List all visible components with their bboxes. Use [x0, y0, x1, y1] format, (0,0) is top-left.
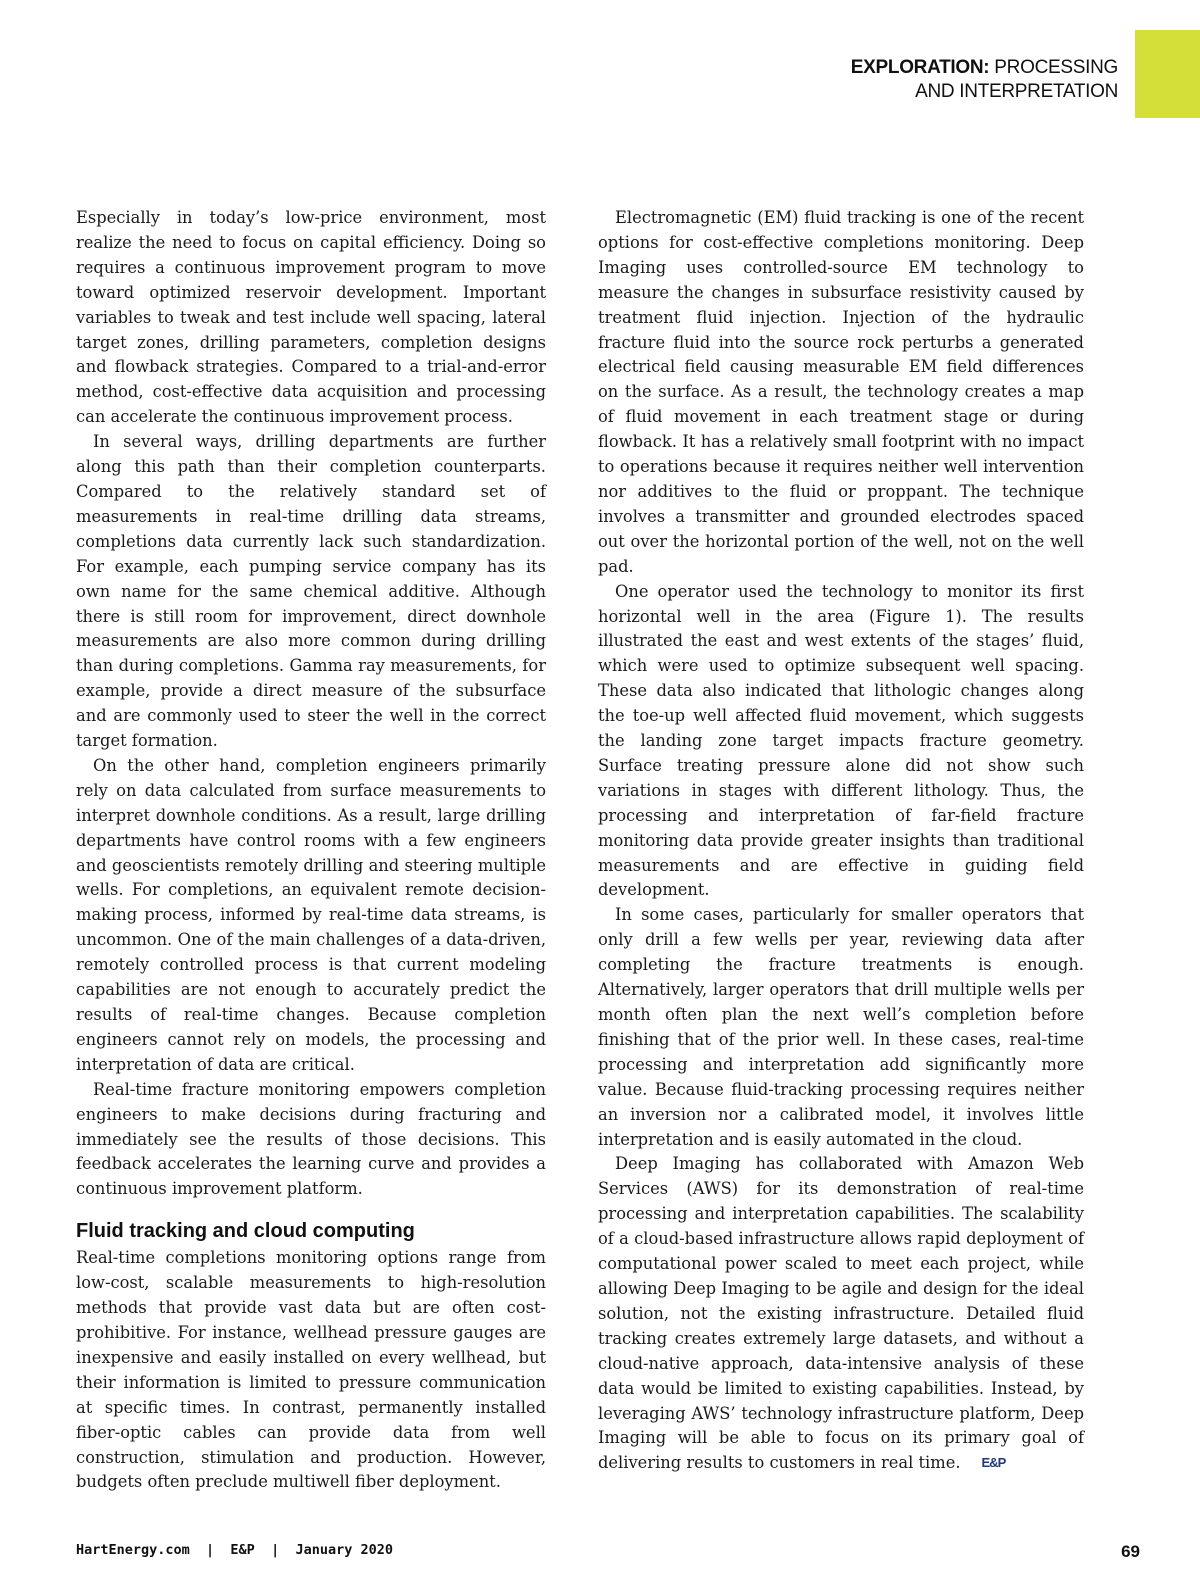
section-accent-tab — [1135, 30, 1200, 118]
body-paragraph: One operator used the technology to monitor its first horizontal well in the area (Figure 1). The results illustrated the east and west extents of the stages’ fluid, which were used to optimize subsequent well spacing. These data also indicated that lithologic changes along the toe-up well affected fluid movement, which suggests the landing zone target impacts fracture geometry. Surface treating pressure alone did not show such variations in stages with different lithology. Thus, the processing and interpretation of far-field fracture monitoring data provide greater insights than traditional measurements and are effective in guiding field development. — [598, 581, 1084, 900]
section-header-line1 — [851, 56, 1118, 80]
section-subcategory: PROCESSING — [989, 57, 1118, 78]
final-paragraph-text: Deep Imaging has collaborated with Amazon Web Services (AWS) for its demonstration of real-time processing and interpretation capabilities. The scalability of a cloud-based infrastructure allows rapid deployment of computational power scaled to meet each project, while allowing Deep Imaging to be agile and design for the ideal solution, not the existing infrastructure. Detailed fluid tracking creates extremely large datasets, and without a cloud-native approach, data-intensive analysis of these data would be limited to existing capabilities. Instead, by leveraging AWS’ technology infrastructure platform, Deep Imaging will be able to focus on its primary goal of delivering results to customers in real time. — [598, 1154, 1084, 1473]
body-paragraph: Real-time completions monitoring options range from low-cost, scalable measurements to high-resolution methods that provide vast data but are often cost-prohibitive. For instance, wellhead pressure gauges are inexpensive and easily installed on every wellhead, but their information is limited to pressure communication at specific times. In contrast, permanently installed fiber-optic cables can provide data from well construction, stimulation and production. However, budgets often preclude multiwell fiber deployment. — [76, 1248, 546, 1492]
body-paragraph-final — [598, 1152, 1084, 1476]
body-paragraph: Especially in today’s low-price environment, most realize the need to focus on capital efficiency. Doing so requires a continuous improvement program to move toward optimized reservoir development. Important variables to tweak and test include well spacing, lateral target zones, drilling parameters, completion designs and flowback strategies. Compared to a trial-and-error method, cost-effective data acquisition and processing can accelerate the continuous improvement process. — [76, 208, 546, 427]
page-footer — [76, 1542, 393, 1558]
section-header-line2: AND INTERPRETATION — [915, 81, 1118, 102]
footer-publication-text: HartEnergy.com | E&P | January 2020 — [76, 1542, 393, 1558]
section-category: EXPLORATION: — [850, 57, 990, 78]
body-paragraph: In several ways, drilling departments are further along this path than their completion counterparts. Compared to the relatively standard set of measurements in real-time drilling data streams, completions data currently lack such standardization. For example, each pumping service company has its own name for the same chemical additive. Although there is still room for improvement, direct downhole measurements are also more common during drilling than during completions. Gamma ray measurements, for example, provide a direct measure of the subsurface and are commonly used to steer the well in the correct target formation. — [76, 432, 546, 751]
right-column — [598, 206, 1084, 1476]
section-header — [851, 56, 1118, 104]
left-column — [76, 206, 546, 1495]
body-paragraph: On the other hand, completion engineers primarily rely on data calculated from surface measurements to interpret downhole conditions. As a result, large drilling departments have control rooms with a few engineers and geoscientists remotely drilling and steering multiple wells. For completions, an equivalent remote decision-making process, informed by real-time data streams, is uncommon. One of the main challenges of a data-driven, remotely controlled process is that current modeling capabilities are not enough to accurately predict the results of real-time changes. Because completion engineers cannot rely on models, the processing and interpretation of data are critical. — [76, 755, 546, 1074]
page-number: 69 — [1121, 1542, 1140, 1561]
body-paragraph: Real-time fracture monitoring empowers completion engineers to make decisions during fracturing and immediately see the results of those decisions. This feedback accelerates the learning curve and provides a continuous improvement platform. — [76, 1079, 546, 1199]
body-paragraph: In some cases, particularly for smaller operators that only drill a few wells per year, reviewing data after completing the fracture treatments is enough. Alternatively, larger operators that drill multiple wells per month often plan the next well’s completion before finishing that of the prior well. In these cases, real-time processing and interpretation add significantly more value. Because fluid-tracking processing requires neither an inversion nor a calibrated model, it involves little interpretation and is easily automated in the cloud. — [598, 905, 1084, 1149]
end-of-article-logo: E&P — [981, 1455, 1006, 1471]
body-paragraph: Electromagnetic (EM) fluid tracking is one of the recent options for cost-effective completions monitoring. Deep Imaging uses controlled-source EM technology to measure the changes in subsurface resistivity caused by treatment fluid injection. Injection of the hydraulic fracture fluid into the source rock perturbs a generated electrical field causing measurable EM field differences on the surface. As a result, the technology creates a map of fluid movement in each treatment stage or during flowback. It has a relatively small footprint with no impact to operations because it requires neither well intervention nor additives to the fluid or proppant. The technique involves a transmitter and grounded electrodes spaced out over the horizontal portion of the well, not on the well pad. — [598, 208, 1084, 576]
section-subheading: Fluid tracking and cloud computing — [76, 1220, 415, 1243]
